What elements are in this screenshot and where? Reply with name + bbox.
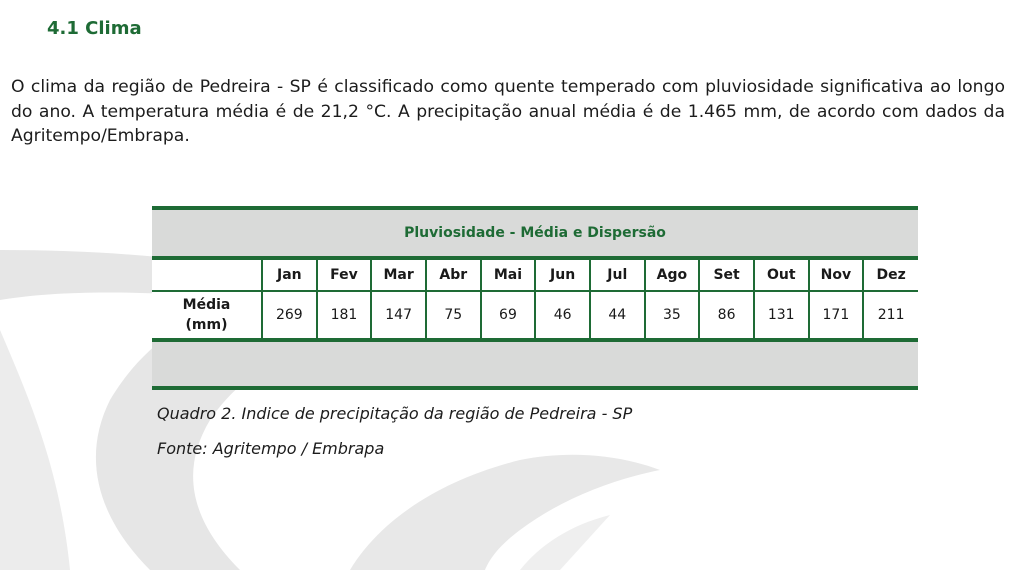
row-label-line1: Média bbox=[182, 297, 231, 313]
rainfall-table bbox=[152, 206, 918, 390]
value-cell-nov: 171 bbox=[809, 291, 864, 340]
table-title: Pluviosidade - Média e Dispersão bbox=[152, 208, 918, 258]
month-header-set: Set bbox=[699, 258, 754, 291]
value-cell-mai: 69 bbox=[481, 291, 536, 340]
month-header-dez: Dez bbox=[863, 258, 918, 291]
value-cell-fev: 181 bbox=[317, 291, 372, 340]
row-label-line2: (mm) bbox=[185, 317, 228, 333]
month-header-abr: Abr bbox=[426, 258, 481, 291]
value-cell-set: 86 bbox=[699, 291, 754, 340]
table-footer-band bbox=[152, 340, 918, 388]
value-cell-jul: 44 bbox=[590, 291, 645, 340]
value-cell-dez: 211 bbox=[863, 291, 918, 340]
value-cell-ago: 35 bbox=[645, 291, 700, 340]
section-heading: 4.1 Clima bbox=[47, 18, 142, 39]
value-cell-abr: 75 bbox=[426, 291, 481, 340]
header-corner-cell bbox=[152, 258, 262, 291]
climate-paragraph: O clima da região de Pedreira - SP é classificado como quente temperado com pluviosidade significativa ao longo do ano. A temperatura média é de 21,2 °C. A precipitação anual média é de 1.465 mm, de acordo com dados da Agritempo/Embrapa. bbox=[11, 77, 1005, 146]
month-header-mai: Mai bbox=[481, 258, 536, 291]
month-header-ago: Ago bbox=[645, 258, 700, 291]
month-header-jan: Jan bbox=[262, 258, 317, 291]
month-header-nov: Nov bbox=[809, 258, 864, 291]
average-values-row bbox=[152, 291, 918, 340]
month-header-out: Out bbox=[754, 258, 809, 291]
rainfall-table-container bbox=[152, 206, 918, 390]
value-cell-jan: 269 bbox=[262, 291, 317, 340]
month-header-jun: Jun bbox=[535, 258, 590, 291]
month-header-row bbox=[152, 258, 918, 291]
table-source: Fonte: Agritempo / Embrapa bbox=[157, 439, 385, 458]
value-cell-mar: 147 bbox=[371, 291, 426, 340]
month-header-mar: Mar bbox=[371, 258, 426, 291]
month-header-jul: Jul bbox=[590, 258, 645, 291]
row-label-media bbox=[152, 291, 262, 340]
value-cell-out: 131 bbox=[754, 291, 809, 340]
month-header-fev: Fev bbox=[317, 258, 372, 291]
value-cell-jun: 46 bbox=[535, 291, 590, 340]
table-caption: Quadro 2. Indice de precipitação da região de Pedreira - SP bbox=[157, 404, 633, 423]
